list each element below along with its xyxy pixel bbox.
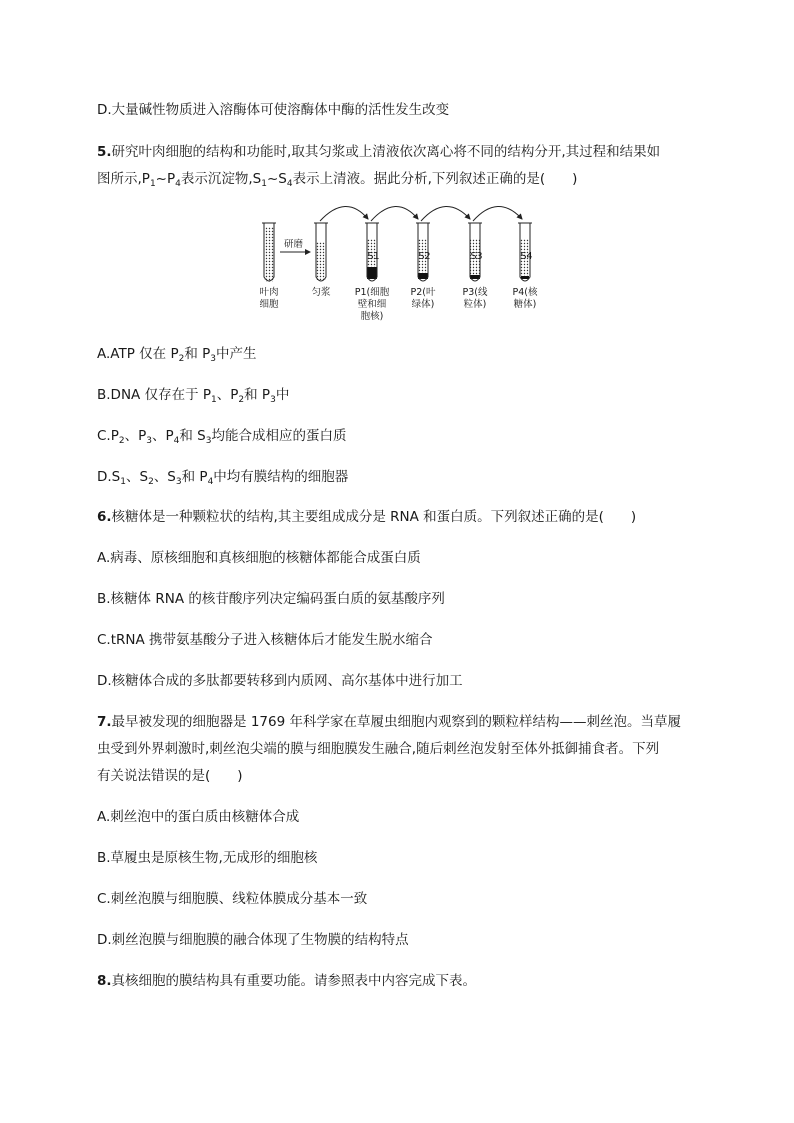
centrifugation-diagram (250, 197, 550, 327)
caption-p1-3: 胞核) (360, 311, 384, 322)
tube-label-s4: S4 (520, 251, 533, 262)
q5-stem-text1: 研究叶肉细胞的结构和功能时,取其匀浆或上清液依次离心将不同的结构分开,其过程和结果如 (111, 144, 661, 160)
opt-text: A.ATP 仅在 P (97, 346, 179, 362)
tube-homogenate (314, 223, 328, 281)
opt-sub: 2 (178, 354, 185, 364)
tube-label-s2: S2 (418, 251, 431, 262)
caption-p4-1: P4(核 (512, 287, 538, 298)
opt-sub: 3 (210, 354, 216, 364)
tube-p2 (416, 223, 431, 281)
q7-option-c: C.刺丝泡膜与细胞膜、线粒体膜成分基本一致 (97, 891, 368, 907)
q7-stem-line1 (97, 713, 681, 731)
caption-p3-1: P3(线 (462, 287, 488, 298)
caption-p3-2: 粒体) (463, 299, 487, 310)
q8-stem-text: 真核细胞的膜结构具有重要功能。请参照表中内容完成下表。 (111, 973, 477, 989)
opt-sub: 2 (118, 436, 125, 446)
q5-stem-line1 (97, 143, 660, 161)
opt-sub: 3 (270, 395, 276, 405)
q6-number: 6. (97, 509, 112, 525)
q5-text-d: ~S (266, 171, 287, 187)
q5-sub: 1 (261, 179, 267, 189)
q5-text-a: 图所示,P (97, 171, 150, 187)
opt-sub: 3 (146, 436, 152, 446)
opt-sub: 1 (211, 395, 217, 405)
opt-sub: 4 (173, 436, 180, 446)
q5-sub: 4 (175, 179, 181, 189)
q6-option-c: C.tRNA 携带氨基酸分子进入核糖体后才能发生脱水缩合 (97, 632, 433, 648)
q5-option-c (97, 427, 346, 445)
q5-sub: 1 (149, 179, 156, 189)
opt-text: D.S (97, 469, 121, 485)
caption-leaf-2: 细胞 (259, 299, 279, 310)
q5-text-b: ~P (155, 171, 176, 187)
tube-label-s3: S3 (470, 251, 483, 262)
q8-number: 8. (97, 973, 112, 989)
q5-option-d (97, 468, 348, 486)
grind-arrow (280, 238, 310, 252)
opt-text: 、S (153, 469, 176, 485)
opt-text: B.DNA 仅存在于 P (97, 387, 212, 403)
q5-option-b (97, 386, 289, 404)
caption-p2-1: P2(叶 (410, 287, 436, 298)
opt-sub: 3 (205, 436, 212, 446)
q8-stem (97, 972, 476, 990)
q5-text-c: 表示沉淀物,S (180, 171, 262, 187)
q7-number: 7. (97, 714, 112, 730)
tube-captions (259, 286, 537, 322)
q6-option-d: D.核糖体合成的多肽都要转移到内质网、高尔基体中进行加工 (97, 673, 463, 689)
tube-p3 (468, 223, 483, 281)
caption-p2-2: 绿体) (411, 299, 435, 310)
opt-text: 、P (124, 428, 147, 444)
q5-stem-line2 (97, 170, 577, 188)
opt-text: 、P (151, 428, 174, 444)
q6-option-b: B.核糖体 RNA 的核苷酸序列决定编码蛋白质的氨基酸序列 (97, 591, 445, 607)
grind-label: 研磨 (284, 239, 304, 250)
opt-text: 和 P (184, 346, 211, 362)
q6-stem-text: 核糖体是一种颗粒状的结构,其主要组成成分是 RNA 和蛋白质。下列叙述正确的是( ) (111, 509, 637, 525)
opt-text: 中均有膜结构的细胞器 (213, 469, 349, 485)
caption-homogenate: 匀浆 (311, 287, 331, 298)
tube-p4 (518, 223, 533, 281)
transfer-arrows (320, 206, 522, 221)
q5-number: 5. (97, 144, 112, 160)
q6-option-a: A.病毒、原核细胞和真核细胞的核糖体都能合成蛋白质 (97, 550, 421, 566)
opt-text: C.P (97, 428, 119, 444)
opt-sub: 2 (238, 395, 245, 405)
q5-sub: 4 (286, 179, 293, 189)
caption-p1-1: P1(细胞 (354, 287, 390, 298)
opt-sub: 2 (148, 477, 154, 487)
tube-p1 (365, 223, 380, 281)
q5-option-a (97, 345, 257, 363)
q7-option-a: A.刺丝泡中的蛋白质由核糖体合成 (97, 809, 300, 825)
q7-stem-line2: 虫受到外界刺激时,刺丝泡尖端的膜与细胞膜发生融合,随后刺丝泡发射至体外抵御捕食者。下列 (97, 741, 660, 757)
caption-p1-2: 壁和细 (357, 299, 387, 310)
opt-text: 中产生 (216, 346, 257, 362)
caption-leaf-1: 叶肉 (259, 287, 279, 298)
prev-option-d: D.大量碱性物质进入溶酶体可使溶酶体中酶的活性发生改变 (97, 102, 450, 118)
q6-stem (97, 508, 636, 526)
opt-text: 和 P (181, 469, 208, 485)
opt-text: 中 (275, 387, 290, 403)
opt-sub: 4 (207, 477, 214, 487)
tube-leaf-cells (262, 223, 276, 282)
opt-text: 和 P (244, 387, 271, 403)
opt-text: 、S (126, 469, 149, 485)
q7-stem-line3: 有关说法错误的是( ) (97, 768, 243, 784)
caption-p4-2: 糖体) (513, 299, 537, 310)
q5-text-e: 表示上清液。据此分析,下列叙述正确的是( ) (292, 171, 578, 187)
q7-option-d: D.刺丝泡膜与细胞膜的融合体现了生物膜的结构特点 (97, 932, 409, 948)
opt-sub: 1 (120, 477, 126, 487)
opt-text: 、P (216, 387, 239, 403)
tube-label-s1: S1 (367, 251, 380, 262)
q7-stem-text1: 最早被发现的细胞器是 1769 年科学家在草履虫细胞内观察到的颗粒样结构——刺丝泡。当草履 (111, 714, 681, 730)
q7-option-b: B.草履虫是原核生物,无成形的细胞核 (97, 850, 318, 866)
opt-text: 和 S (179, 428, 206, 444)
opt-sub: 3 (175, 477, 182, 487)
opt-text: 均能合成相应的蛋白质 (211, 428, 347, 444)
